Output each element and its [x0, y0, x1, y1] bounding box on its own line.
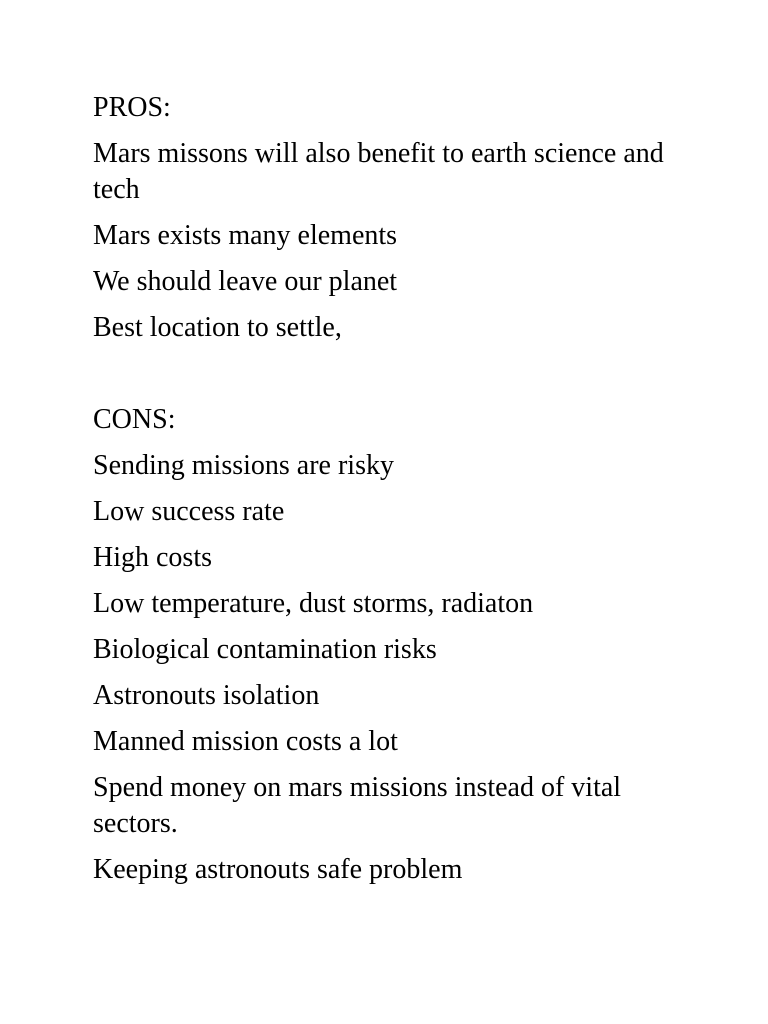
- pros-item: We should leave our planet: [93, 266, 398, 297]
- cons-heading: CONS:: [93, 404, 176, 435]
- cons-item: Biological contamination risks: [93, 634, 437, 665]
- pros-item: Best location to settle,: [93, 312, 342, 343]
- section-spacer: [93, 356, 693, 402]
- pros-heading: PROS:: [93, 92, 171, 123]
- cons-item: Spend money on mars missions instead of vital sectors.: [93, 772, 622, 839]
- cons-item: Keeping astronouts safe problem: [93, 854, 463, 885]
- cons-item: High costs: [93, 542, 212, 573]
- cons-item: Astronouts isolation: [93, 680, 320, 711]
- cons-item: Manned mission costs a lot: [93, 726, 398, 757]
- cons-item: Low success rate: [93, 496, 285, 527]
- pros-item: Mars missons will also benefit to earth science and tech: [93, 138, 664, 205]
- pros-item: Mars exists many elements: [93, 220, 398, 251]
- cons-item: Sending missions are risky: [93, 450, 394, 481]
- cons-item: Low temperature, dust storms, radiaton: [93, 588, 534, 619]
- document-body: [93, 90, 693, 898]
